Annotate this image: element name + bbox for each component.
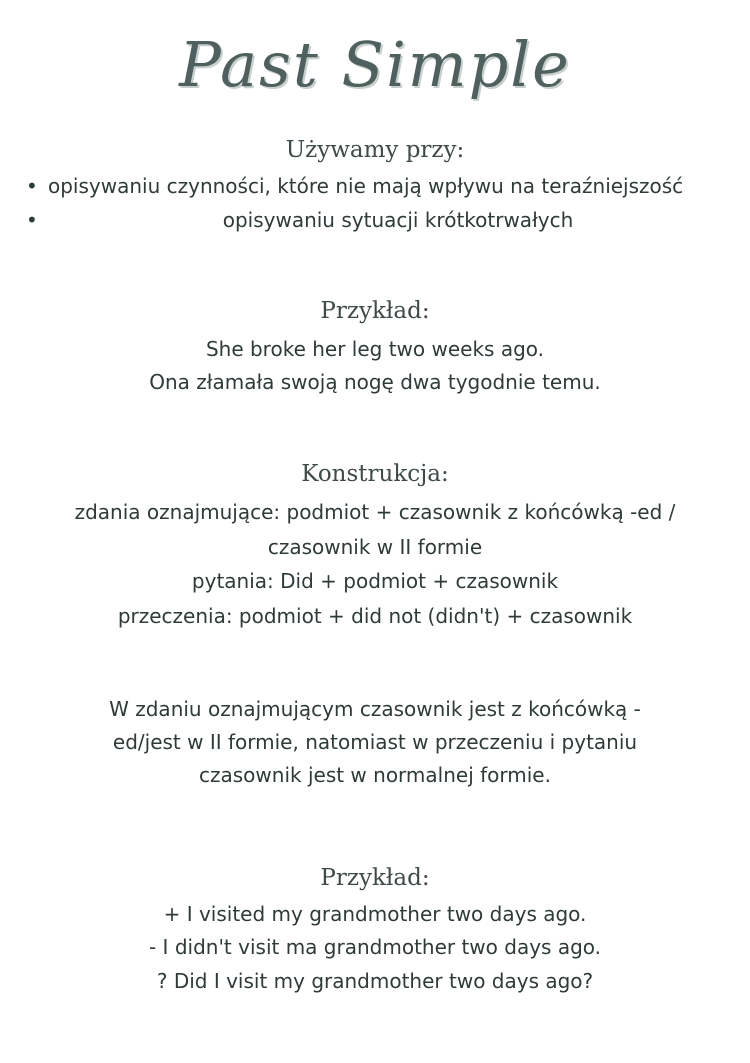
example-line-negative: - I didn't visit ma grandmother two days ago. (148, 935, 602, 959)
construction-line: przeczenia: podmiot + did not (didn't) + czasownik (117, 604, 633, 628)
construction-line: czasownik w II formie (267, 535, 483, 559)
usage-heading: Używamy przy: (285, 137, 465, 163)
usage-item: opisywaniu czynności, które nie mają wpływu na teraźniejszość (48, 174, 684, 198)
note-paragraph: W zdaniu oznajmującym czasownik jest z końcówką -ed/jest w II formie, natomiast w przeczeniu i pytaniu czasownik jest w normalnej formie. (109, 697, 641, 787)
example-line: She broke her leg two weeks ago. (205, 337, 545, 361)
example-heading: Przykład: (320, 865, 430, 891)
construction-line: zdania oznajmujące: podmiot + czasownik z końcówką -ed / (74, 500, 676, 524)
bullet-icon: • (26, 174, 38, 198)
example-line-question: ? Did I visit my grandmother two days ago? (156, 969, 594, 993)
construction-line: pytania: Did + podmiot + czasownik (191, 569, 559, 593)
example-translation: Ona złamała swoją nogę dwa tygodnie temu. (149, 370, 601, 394)
example-heading: Przykład: (320, 298, 430, 324)
example-line-affirmative: + I visited my grandmother two days ago. (163, 902, 587, 926)
page-title: Past Simple (179, 28, 571, 101)
bullet-icon: • (26, 208, 38, 232)
construction-heading: Konstrukcja: (301, 461, 449, 487)
usage-item: opisywaniu sytuacji krótkotrwałych (222, 208, 574, 232)
